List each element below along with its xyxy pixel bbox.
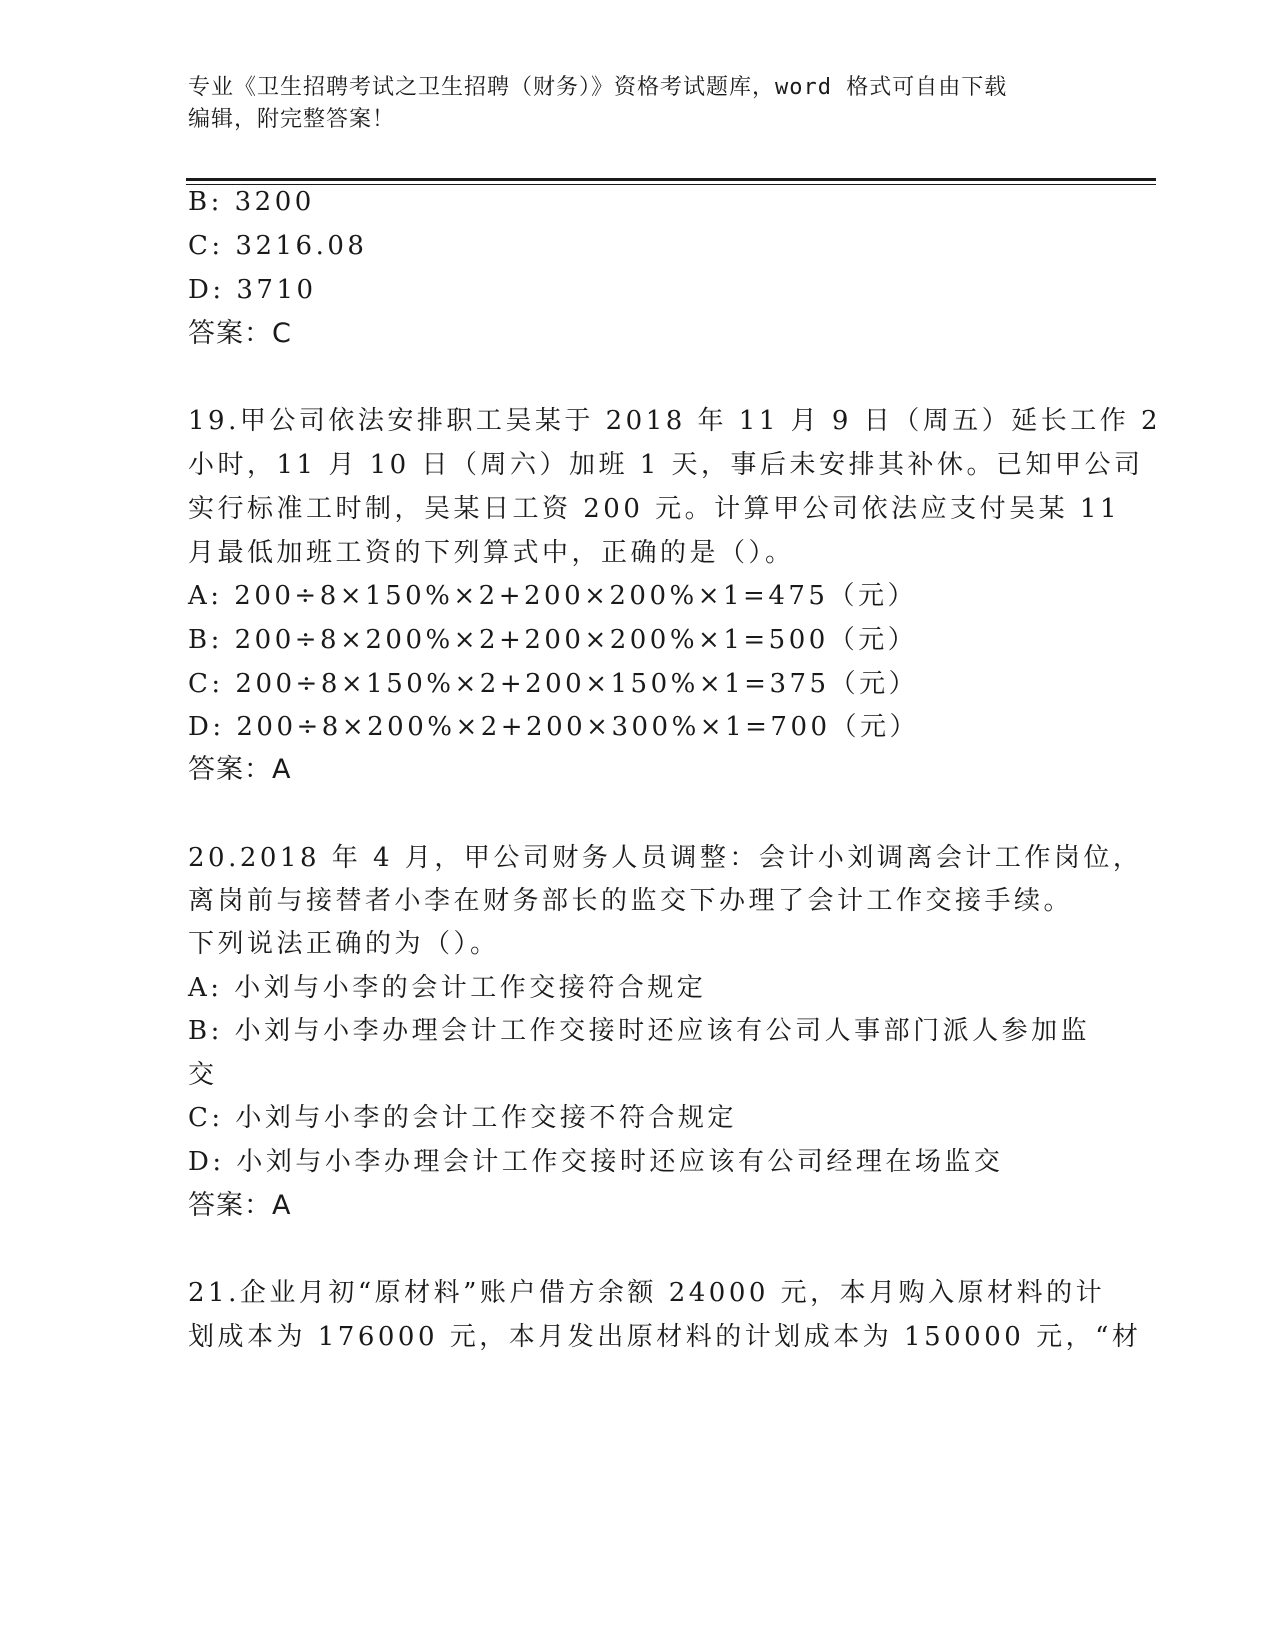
- q18-answer: 答案：C: [188, 318, 292, 349]
- q20-stem-line-1: 20.2018 年 4 月，甲公司财务人员调整：会计小刘调离会计工作岗位，: [188, 843, 1143, 873]
- document-header: [188, 72, 1068, 136]
- q19-option-b: B: 200÷8×200%×2+200×200%×1=500（元）: [188, 625, 918, 655]
- header-line-1: 专业《卫生招聘考试之卫生招聘（财务）》资格考试题库，word 格式可自由下载: [188, 75, 1008, 100]
- q18-option-d: D: 3710: [188, 275, 317, 305]
- q19-answer: 答案：A: [188, 754, 292, 785]
- q19-stem-line-2: 小时，11 月 10 日（周六）加班 1 天，事后未安排其补休。已知甲公司: [188, 450, 1144, 480]
- q19-stem-line-4: 月最低加班工资的下列算式中，正确的是（）。: [188, 538, 795, 568]
- q18-option-b: B: 3200: [188, 187, 315, 217]
- q20-option-c: C: 小刘与小李的会计工作交接不符合规定: [188, 1103, 737, 1133]
- q21-stem-line-1: 21.企业月初“原材料”账户借方余额 24000 元，本月购入原材料的计: [188, 1278, 1106, 1308]
- q20-option-a: A: 小刘与小李的会计工作交接符合规定: [188, 973, 707, 1003]
- q20-option-b: B: 小刘与小李办理会计工作交接时还应该有公司人事部门派人参加监: [188, 1016, 1091, 1046]
- q20-answer: 答案：A: [188, 1190, 292, 1221]
- q19-option-d: D: 200÷8×200%×2+200×300%×1=700（元）: [188, 712, 920, 742]
- q20-stem-line-3: 下列说法正确的为（）。: [188, 929, 500, 959]
- q21-stem-line-2: 划成本为 176000 元，本月发出原材料的计划成本为 150000 元，“材: [188, 1322, 1142, 1352]
- q19-stem-line-3: 实行标准工时制，吴某日工资 200 元。计算甲公司依法应支付吴某 11: [188, 494, 1121, 524]
- q19-option-a: A: 200÷8×150%×2+200×200%×1=475（元）: [188, 581, 917, 611]
- q20-stem-line-2: 离岗前与接替者小李在财务部长的监交下办理了会计工作交接手续。: [188, 886, 1074, 916]
- header-line-2: 编辑，附完整答案！: [188, 107, 396, 132]
- q20-option-d: D: 小刘与小李办理会计工作交接时还应该有公司经理在场监交: [188, 1147, 1004, 1177]
- q18-option-c: C: 3216.08: [188, 231, 368, 261]
- header-divider-thin: [186, 184, 1156, 185]
- q20-option-b-continued: 交: [188, 1060, 218, 1090]
- q19-stem-line-1: 19.甲公司依法安排职工吴某于 2018 年 11 月 9 日（周五）延长工作 2: [188, 406, 1162, 436]
- q19-option-c: C: 200÷8×150%×2+200×150%×1=375（元）: [188, 669, 919, 699]
- header-divider-thick: [186, 178, 1156, 181]
